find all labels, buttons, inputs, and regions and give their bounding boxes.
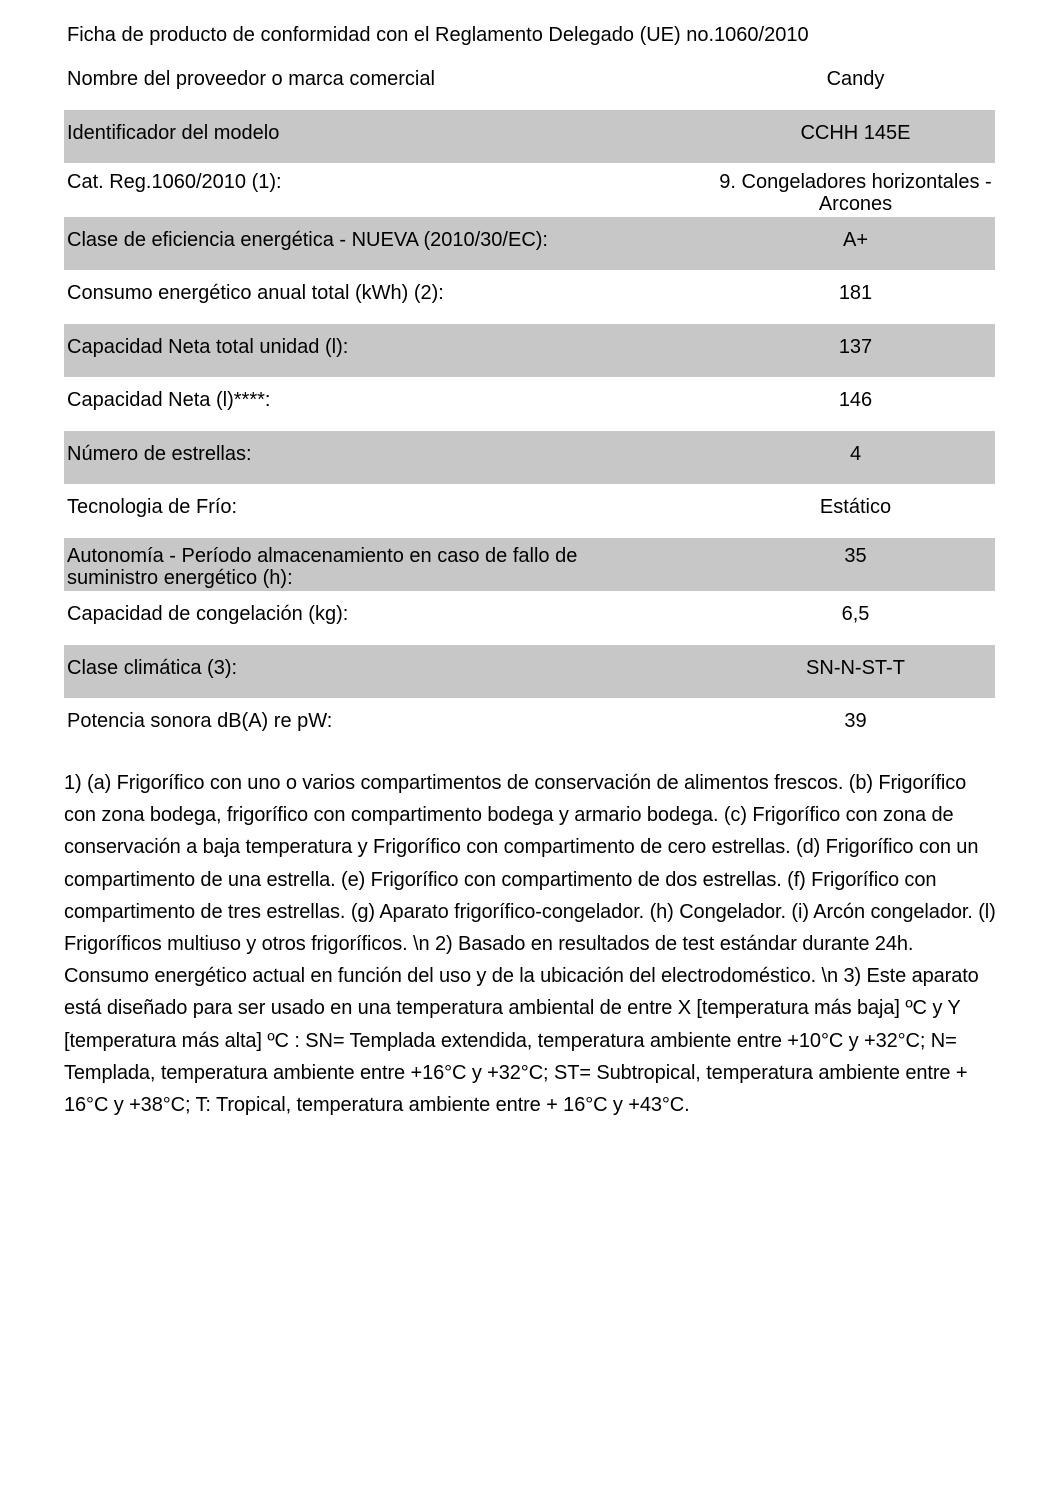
spec-value: CCHH 145E	[800, 121, 911, 144]
spec-label: Cat. Reg.1060/2010 (1):	[67, 171, 282, 193]
spec-value: 137	[838, 335, 873, 358]
spec-label: Nombre del proveedor o marca comercial	[67, 68, 435, 90]
spec-value: 146	[838, 389, 873, 411]
spec-label: Autonomía - Período almacenamiento en caso de fallo de suministro energético (h):	[67, 544, 578, 589]
spec-label: Capacidad Neta total unidad (l):	[67, 335, 349, 358]
spec-row-supplier	[64, 56, 995, 110]
spec-label: Consumo energético anual total (kWh) (2):	[67, 282, 444, 304]
spec-row-net-capacity	[64, 377, 995, 431]
footnotes: 1) (a) Frigorífico con uno o varios compartimentos de conservación de alimentos frescos. (b) Frigorífico con zona bodega, frigorífico con compartimento bodega y armario bodega. (c) Frigorífico con zona de conservación a baja temperatura y Frigorífico con compartimento de cero estrellas. (d) Frigorífico con un compartimento de una estrella. (e) Frigorífico con compartimento de dos estrellas. (f) Frigorífico con compartimento de tres estrellas. (g) Aparato frigorífico-congelador. (h) Congelador. (i) Arcón congelador. (l) Frigoríficos multiuso y otros frigoríficos. \n 2) Basado en resultados de test estándar durante 24h. Consumo energético actual en función del uso y de la ubicación del electrodoméstico. \n 3) Este aparato está diseñado para ser usado en una temperatura ambiental de entre X [temperatura más baja] ºC y Y [temperatura más alta] ºC : SN= Templada extendida, temperatura ambiente entre +10°C y +32°C; N= Templada, temperatura ambiente entre +16°C y +32°C; ST= Subtropical, temperatura ambiente entre + 16°C y +38°C; T: Tropical, temperatura ambiente entre + 16°C y +43°C.	[64, 772, 996, 1117]
spec-value: 181	[838, 282, 873, 304]
spec-label: Capacidad Neta (l)****:	[67, 389, 271, 411]
spec-row-climate-class	[64, 645, 995, 699]
document-title: Ficha de producto de conformidad con el Reglamento Delegado (UE) no.1060/2010	[67, 24, 809, 46]
spec-value: 39	[844, 710, 867, 732]
spec-row-star-count	[64, 431, 995, 485]
spec-value: 35	[844, 544, 867, 567]
spec-label: Potencia sonora dB(A) re pW:	[67, 710, 333, 732]
spec-label: Tecnologia de Frío:	[67, 496, 238, 518]
spec-row-annual-consumption	[64, 270, 995, 324]
spec-row-autonomy	[64, 538, 995, 592]
spec-value: 4	[849, 442, 862, 465]
spec-value: A+	[842, 228, 869, 251]
spec-row-model-id	[64, 110, 995, 164]
spec-row-cooling-technology	[64, 484, 995, 538]
spec-value: Estático	[819, 496, 892, 518]
spec-row-energy-class	[64, 217, 995, 271]
spec-value: 6,5	[841, 603, 870, 625]
spec-row-sound-power	[64, 698, 995, 752]
spec-value: 9. Congeladores horizontales - Arcones	[719, 171, 992, 215]
spec-label: Capacidad de congelación (kg):	[67, 603, 349, 625]
spec-row-total-capacity	[64, 324, 995, 378]
spec-label: Número de estrellas:	[67, 442, 252, 465]
spec-value: SN-N-ST-T	[806, 656, 905, 679]
spec-value: Candy	[826, 68, 885, 90]
spec-row-category	[64, 163, 995, 217]
spec-row-freezing-capacity	[64, 591, 995, 645]
spec-label: Clase climática (3):	[67, 656, 238, 679]
spec-label: Clase de eficiencia energética - NUEVA (2010/30/EC):	[67, 228, 548, 251]
spec-table	[64, 56, 995, 752]
spec-label: Identificador del modelo	[67, 121, 280, 144]
